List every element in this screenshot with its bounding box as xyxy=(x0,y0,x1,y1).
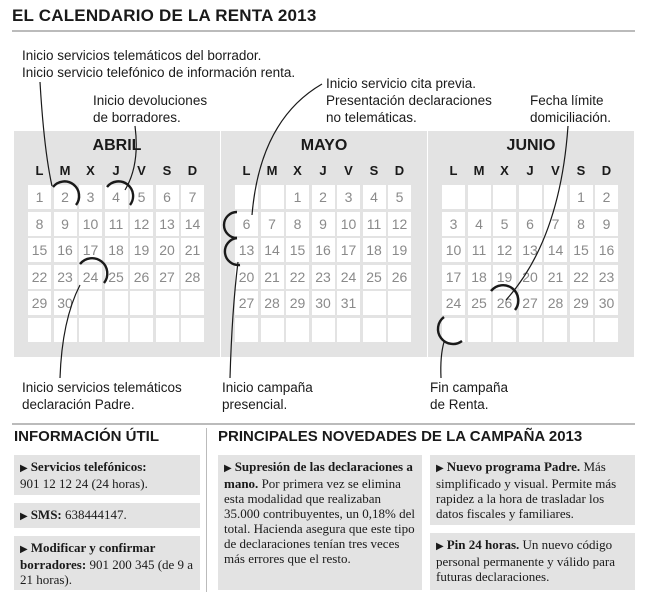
calendar-day: 9 xyxy=(54,212,77,236)
calendar-day: 10 xyxy=(79,212,102,236)
calendar-day: 29 xyxy=(28,291,51,315)
calendar-day: 23 xyxy=(595,265,618,289)
calendar-empty-cell xyxy=(570,318,593,342)
note-devoluciones-2: de borradores. xyxy=(93,110,181,125)
weekday-label: V xyxy=(137,163,146,178)
novedad-label: Pin 24 horas. xyxy=(446,537,520,552)
calendar-day: 25 xyxy=(363,265,386,289)
calendar-day: 12 xyxy=(130,212,153,236)
calendar-day: 18 xyxy=(363,238,386,262)
page-title: EL CALENDARIO DE LA RENTA 2013 xyxy=(12,6,317,25)
calendar-day: 1 xyxy=(28,185,51,209)
weekday-label: M xyxy=(266,163,278,178)
novedad-text: Por primera vez se elimina esta modalidad que realizaban 35.000 contribuyentes, un 0,18% del total. Hacienda asegura que este tipo de declaraciones tenían tres veces más errores que el resto. xyxy=(224,476,415,566)
calendar-day: 31 xyxy=(337,291,360,315)
calendar-empty-cell xyxy=(519,318,542,342)
calendar-empty-cell xyxy=(442,185,465,209)
weekday-label: V xyxy=(551,163,560,178)
calendar-day: 11 xyxy=(105,212,128,236)
calendar-day: 22 xyxy=(28,265,51,289)
weekday-label: J xyxy=(319,163,327,178)
calendar-empty-cell xyxy=(493,318,516,342)
novedad-text: Más simplificado y visual. Permite más rapidez a la hora de trasladar los datos fiscales y familiares. xyxy=(436,459,617,521)
note-cita-1: Inicio servicio cita previa. xyxy=(326,76,477,91)
calendar-day: 6 xyxy=(235,212,258,236)
weekday-label: D xyxy=(394,163,405,178)
calendar-day: 11 xyxy=(363,212,386,236)
calendar-empty-cell xyxy=(79,291,102,315)
note-padre-1: Inicio servicios telemáticos xyxy=(22,380,182,395)
note-fin-2: de Renta. xyxy=(430,397,489,412)
calendar-day: 19 xyxy=(130,238,153,262)
calendar-empty-cell xyxy=(544,185,567,209)
note-borrador-2: Inicio servicio telefónico de información renta. xyxy=(22,65,296,80)
calendar-empty-cell xyxy=(261,185,284,209)
calendar-day: 13 xyxy=(156,212,179,236)
weekday-label: V xyxy=(344,163,353,178)
title-divider xyxy=(12,30,635,32)
calendar-empty-cell xyxy=(595,318,618,342)
calendar-empty-cell xyxy=(468,185,491,209)
weekday-label: S xyxy=(576,163,586,178)
calendar-day: 11 xyxy=(468,238,491,262)
calendar-empty-cell xyxy=(54,318,77,342)
info-item-label: Modificar y confirmar borradores: xyxy=(20,540,156,572)
calendar-day: 27 xyxy=(235,291,258,315)
calendar-empty-cell xyxy=(130,291,153,315)
note-fecha-1: Fecha límite xyxy=(530,93,604,108)
calendar-day: 17 xyxy=(79,238,102,262)
calendar-day: 16 xyxy=(54,238,77,262)
calendar-day: 16 xyxy=(312,238,335,262)
calendar-day: 7 xyxy=(261,212,284,236)
triangle-bullet-icon: ▶ xyxy=(20,544,28,555)
novedad-supresion xyxy=(218,455,422,590)
calendar-day: 18 xyxy=(468,265,491,289)
calendar-day: 18 xyxy=(105,238,128,262)
calendar-day: 17 xyxy=(337,238,360,262)
note-devoluciones-1: Inicio devoluciones xyxy=(93,93,208,108)
calendar-day: 28 xyxy=(261,291,284,315)
calendar-empty-cell xyxy=(181,318,204,342)
calendar-day: 3 xyxy=(337,185,360,209)
calendar-day: 8 xyxy=(286,212,309,236)
info-item-sms xyxy=(14,503,200,528)
calendar-day: 9 xyxy=(595,212,618,236)
calendar-day: 2 xyxy=(54,185,77,209)
calendar-empty-cell xyxy=(519,185,542,209)
calendar-day: 30 xyxy=(595,291,618,315)
calendar-day: 13 xyxy=(235,238,258,262)
calendar-day: 15 xyxy=(570,238,593,262)
calendar-day: 16 xyxy=(595,238,618,262)
note-fecha-2: domiciliación. xyxy=(530,110,612,125)
info-item-label: SMS: xyxy=(30,507,62,522)
info-util-heading: INFORMACIÓN ÚTIL xyxy=(14,428,159,445)
weekday-label: S xyxy=(162,163,172,178)
calendar-day: 24 xyxy=(79,265,102,289)
calendar-day: 20 xyxy=(156,238,179,262)
note-padre-2: declaración Padre. xyxy=(22,397,135,412)
weekday-label: M xyxy=(59,163,71,178)
calendar-day: 20 xyxy=(235,265,258,289)
calendar-day: 23 xyxy=(312,265,335,289)
weekday-label: S xyxy=(369,163,379,178)
calendar-empty-cell xyxy=(235,318,258,342)
calendar-empty-cell xyxy=(337,318,360,342)
calendar-day: 4 xyxy=(468,212,491,236)
calendar-empty-cell xyxy=(261,318,284,342)
weekday-label: L xyxy=(35,163,44,178)
novedad-label: Nuevo programa Padre. xyxy=(446,459,581,474)
weekday-label: X xyxy=(86,163,95,178)
calendar-day: 25 xyxy=(105,265,128,289)
calendar-day: 28 xyxy=(181,265,204,289)
calendar-day: 10 xyxy=(442,238,465,262)
info-item-borradores xyxy=(14,536,200,590)
calendar-empty-cell xyxy=(442,318,465,342)
calendar-day: 24 xyxy=(442,291,465,315)
calendar-day: 21 xyxy=(181,238,204,262)
triangle-bullet-icon: ▶ xyxy=(224,463,232,474)
weekday-label: L xyxy=(242,163,251,178)
calendar-day: 5 xyxy=(130,185,153,209)
triangle-bullet-icon: ▶ xyxy=(436,463,444,474)
novedad-label: Supresión de las declaraciones a mano. xyxy=(224,459,413,491)
calendar-day: 29 xyxy=(570,291,593,315)
calendar-empty-cell xyxy=(79,318,102,342)
calendar-day: 1 xyxy=(286,185,309,209)
note-presencial-2: presencial. xyxy=(222,397,288,412)
weekday-label: L xyxy=(449,163,458,178)
calendar-day: 20 xyxy=(519,265,542,289)
calendar-day: 21 xyxy=(261,265,284,289)
calendar-day: 6 xyxy=(156,185,179,209)
calendar-empty-cell xyxy=(181,291,204,315)
calendar-day: 5 xyxy=(493,212,516,236)
calendar-empty-cell xyxy=(388,318,411,342)
calendar-day: 30 xyxy=(312,291,335,315)
calendar-empty-cell xyxy=(156,291,179,315)
calendar-day: 4 xyxy=(363,185,386,209)
weekday-label: M xyxy=(473,163,485,178)
note-borrador-1: Inicio servicios telemáticos del borrador. xyxy=(22,48,262,63)
calendar-day: 14 xyxy=(181,212,204,236)
calendar-day: 26 xyxy=(130,265,153,289)
calendar-empty-cell xyxy=(468,318,491,342)
note-presencial-1: Inicio campaña xyxy=(222,380,313,395)
calendar-day: 14 xyxy=(544,238,567,262)
triangle-bullet-icon: ▶ xyxy=(20,511,28,522)
triangle-bullet-icon: ▶ xyxy=(436,541,444,552)
calendar-day: 3 xyxy=(442,212,465,236)
calendar-day: 13 xyxy=(519,238,542,262)
weekday-label: J xyxy=(112,163,120,178)
novedad-padre xyxy=(430,455,635,525)
calendar-day: 25 xyxy=(468,291,491,315)
calendar-day: 27 xyxy=(156,265,179,289)
weekday-label: D xyxy=(187,163,198,178)
weekday-label: J xyxy=(526,163,534,178)
calendar-day: 12 xyxy=(388,212,411,236)
novedad-pin xyxy=(430,533,635,590)
note-cita-3: no telemáticas. xyxy=(326,110,417,125)
calendar-day: 8 xyxy=(28,212,51,236)
calendar-day: 12 xyxy=(493,238,516,262)
calendar-empty-cell xyxy=(235,185,258,209)
calendar-day: 9 xyxy=(312,212,335,236)
calendar-empty-cell xyxy=(363,318,386,342)
calendar-empty-cell xyxy=(388,291,411,315)
calendar-day: 15 xyxy=(286,238,309,262)
calendar-empty-cell xyxy=(544,318,567,342)
weekday-label: X xyxy=(500,163,509,178)
novedades-heading: PRINCIPALES NOVEDADES DE LA CAMPAÑA 2013 xyxy=(218,428,583,445)
calendar-day: 24 xyxy=(337,265,360,289)
calendar-day: 2 xyxy=(595,185,618,209)
calendar-day: 14 xyxy=(261,238,284,262)
calendar-day: 3 xyxy=(79,185,102,209)
calendar-day: 1 xyxy=(570,185,593,209)
info-item-text: 901 12 12 24 (24 horas). xyxy=(20,476,148,491)
calendar-day: 6 xyxy=(519,212,542,236)
calendar-day: 8 xyxy=(570,212,593,236)
calendar-empty-cell xyxy=(312,318,335,342)
calendar-day: 19 xyxy=(388,238,411,262)
info-item-telefono xyxy=(14,455,200,495)
calendar-day: 22 xyxy=(286,265,309,289)
calendar-empty-cell xyxy=(105,318,128,342)
calendar-day: 28 xyxy=(544,291,567,315)
calendar-empty-cell xyxy=(130,318,153,342)
calendar-day: 2 xyxy=(312,185,335,209)
calendar-empty-cell xyxy=(156,318,179,342)
calendar-day: 27 xyxy=(519,291,542,315)
info-item-label: Servicios telefónicos: xyxy=(30,459,147,474)
calendar-day: 26 xyxy=(388,265,411,289)
calendar-day: 15 xyxy=(28,238,51,262)
info-item-text: 901 200 345 (de 9 a 21 horas). xyxy=(20,557,194,587)
calendar-junio xyxy=(428,131,634,357)
triangle-bullet-icon: ▶ xyxy=(20,463,28,474)
calendar-empty-cell xyxy=(28,318,51,342)
calendar-day: 26 xyxy=(493,291,516,315)
weekday-label: X xyxy=(293,163,302,178)
calendar-empty-cell xyxy=(105,291,128,315)
note-cita-2: Presentación declaraciones xyxy=(326,93,492,108)
calendar-day: 22 xyxy=(570,265,593,289)
calendar-day: 21 xyxy=(544,265,567,289)
weekday-label: D xyxy=(601,163,612,178)
calendar-month-title: MAYO xyxy=(300,137,348,154)
calendar-day: 4 xyxy=(105,185,128,209)
calendar-empty-cell xyxy=(286,318,309,342)
calendar-month-title: JUNIO xyxy=(506,137,556,154)
note-fin-1: Fin campaña xyxy=(430,380,509,395)
calendar-day: 10 xyxy=(337,212,360,236)
calendar-day: 7 xyxy=(544,212,567,236)
calendar-month-title: ABRIL xyxy=(92,137,142,154)
calendar-day: 29 xyxy=(286,291,309,315)
novedad-text: Un nuevo código personal permanente y válido para futuras declaraciones. xyxy=(436,537,616,584)
calendar-day: 17 xyxy=(442,265,465,289)
calendar-abril xyxy=(14,131,220,357)
calendar-day: 7 xyxy=(181,185,204,209)
calendar-empty-cell xyxy=(493,185,516,209)
calendar-day: 5 xyxy=(388,185,411,209)
section-divider xyxy=(12,423,635,425)
calendar-mayo xyxy=(221,131,427,357)
calendar-day: 30 xyxy=(54,291,77,315)
column-divider xyxy=(206,428,207,592)
calendar-day: 19 xyxy=(493,265,516,289)
calendar-day: 23 xyxy=(54,265,77,289)
calendar-empty-cell xyxy=(363,291,386,315)
info-item-text: 638444147. xyxy=(65,507,127,522)
